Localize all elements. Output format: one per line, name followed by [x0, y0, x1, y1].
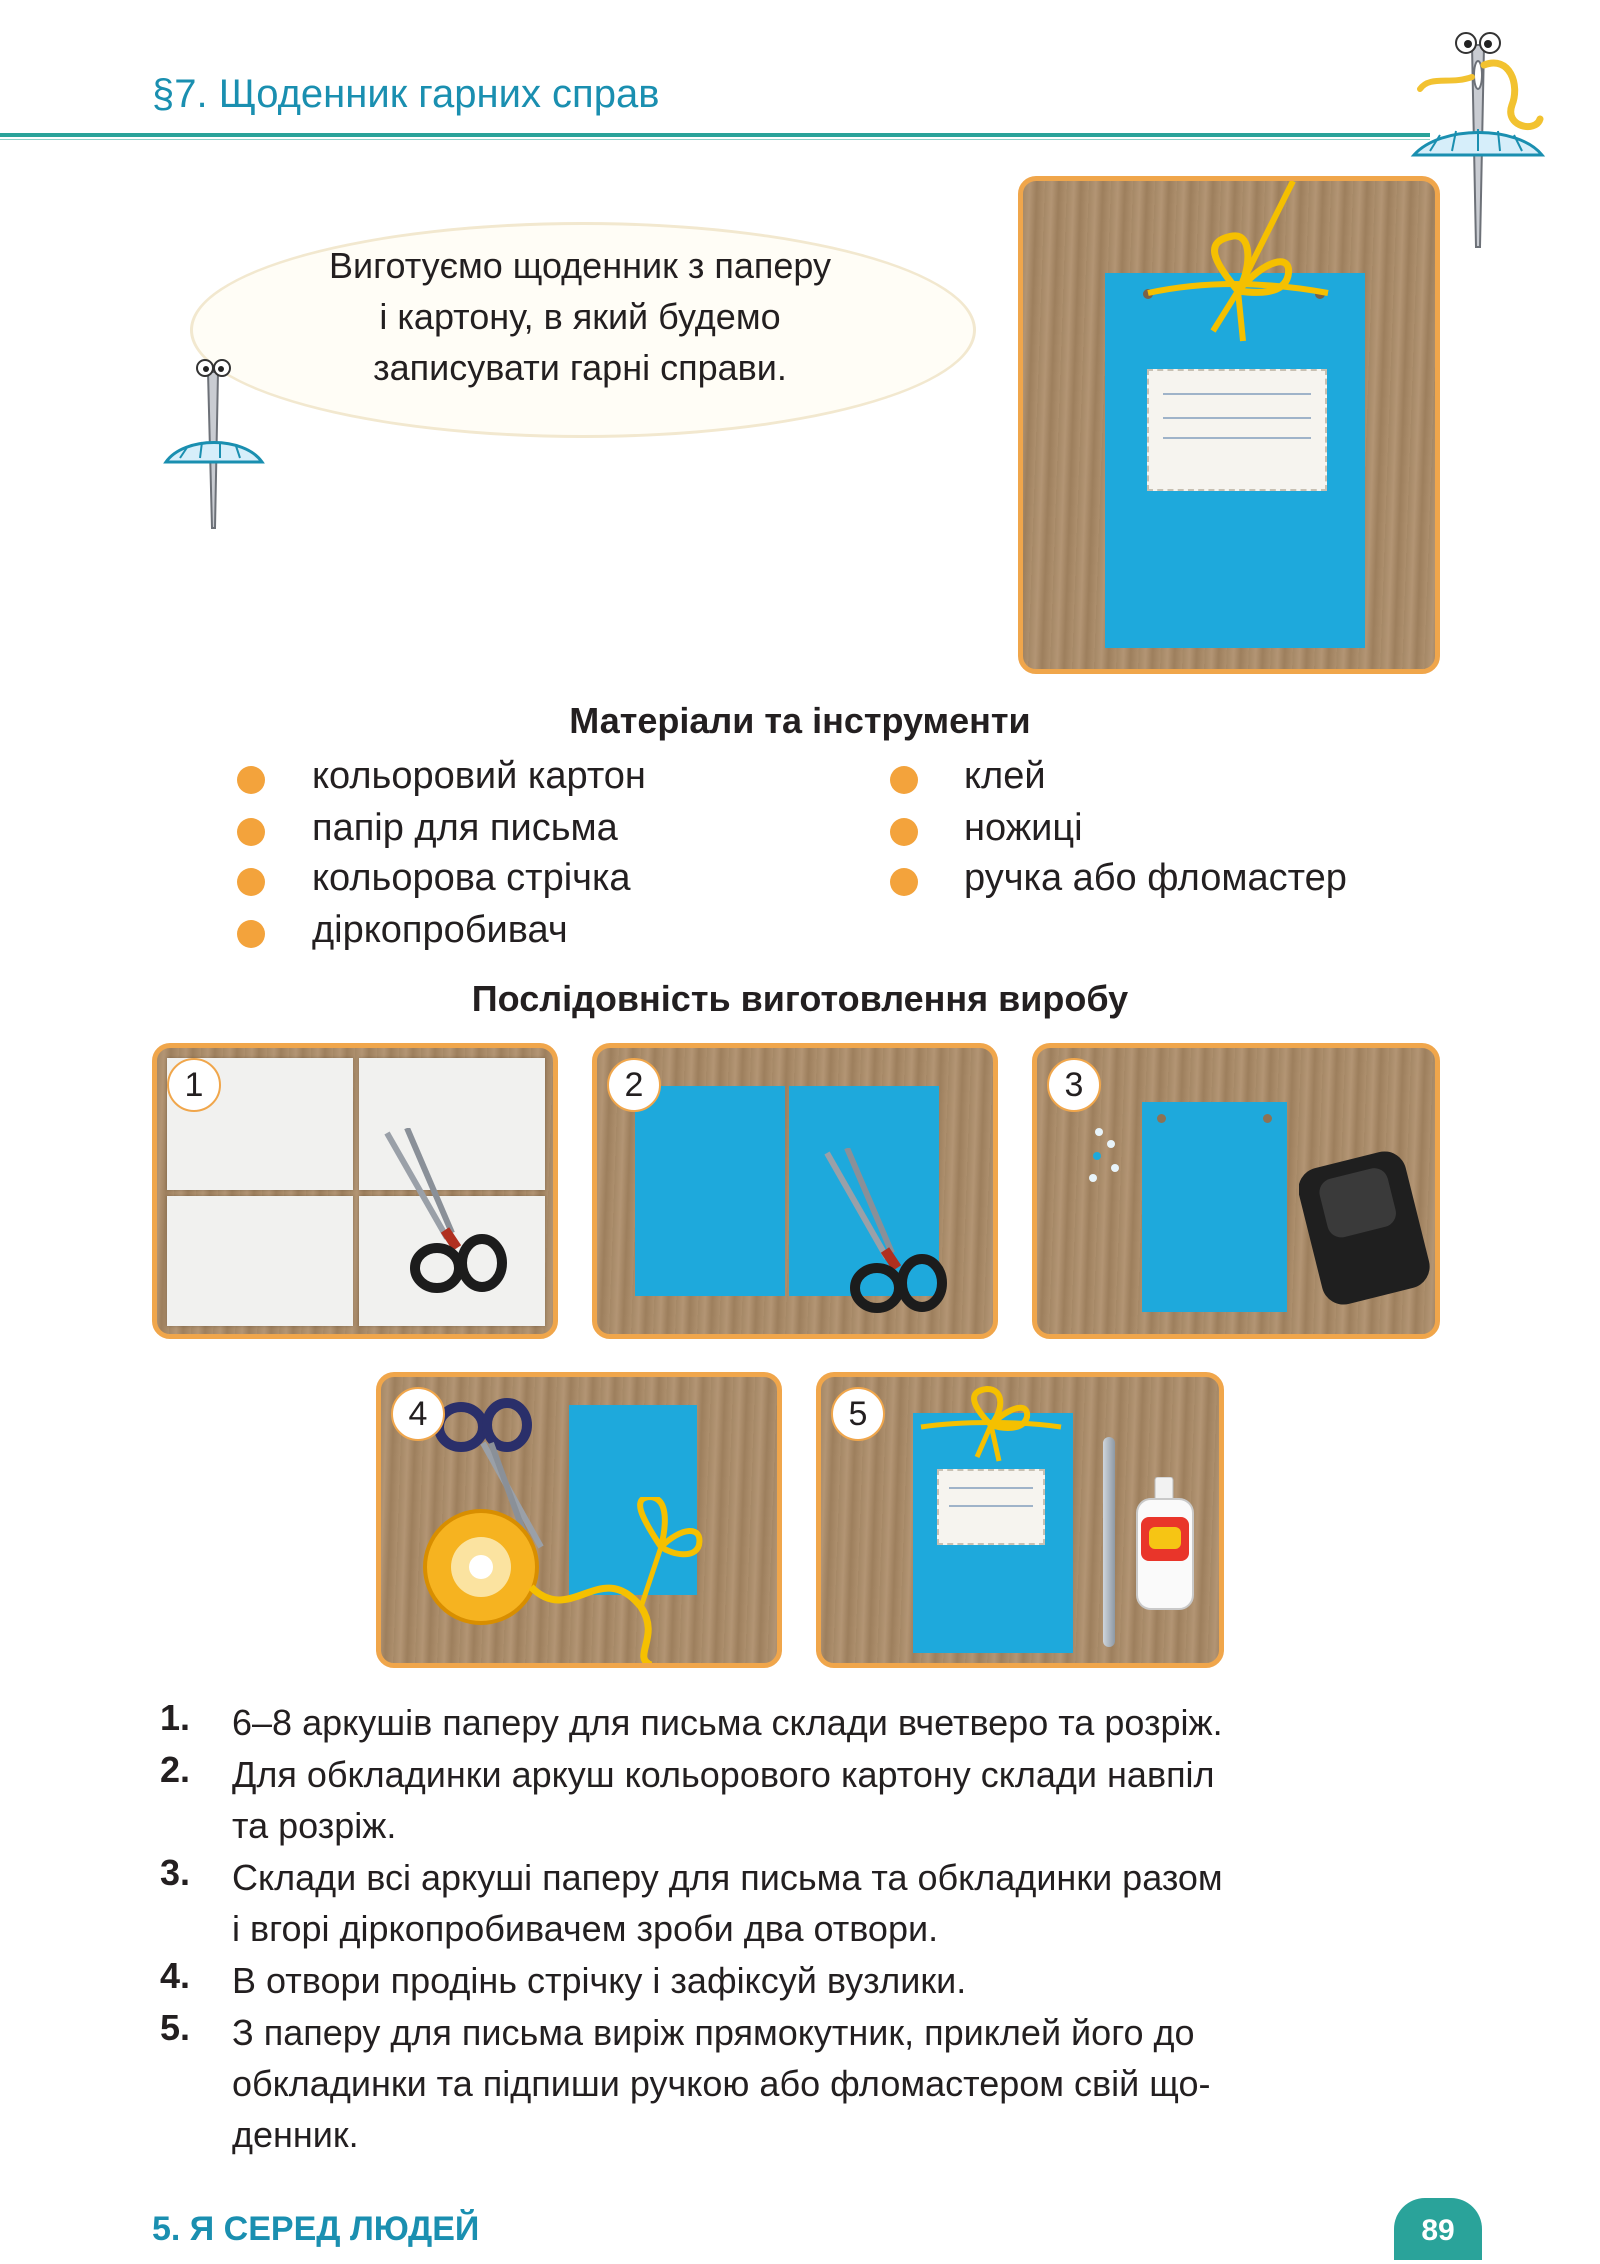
- bullet-icon: [890, 766, 918, 794]
- step-line: З паперу для письма виріж прямокутник, приклей його до: [232, 2012, 1195, 2053]
- diary-label: [1147, 369, 1327, 491]
- step-number-badge: 1: [167, 1058, 221, 1112]
- punch-hole: [1157, 1114, 1166, 1123]
- step-line: та розріж.: [232, 1805, 397, 1846]
- step-text: [232, 2007, 1442, 2160]
- step-line: Склади всі аркуші паперу для письма та обкладинки разом: [232, 1857, 1223, 1898]
- material-item: ручка або фломастер: [964, 857, 1347, 899]
- step-line: денник.: [232, 2114, 359, 2155]
- material-item: ножиці: [964, 807, 1083, 849]
- bullet-icon: [237, 920, 265, 948]
- glue-bottle-icon: [1127, 1477, 1207, 1617]
- page-title: §7. Щоденник гарних справ: [152, 72, 660, 116]
- ribbon-spool-icon: [411, 1497, 771, 1667]
- scissors-icon: [817, 1148, 947, 1328]
- step-line: обкладинки та підпиши ручкою або фломастером свій що-: [232, 2063, 1211, 2104]
- step-text: [232, 1955, 1442, 2006]
- step-photo-5: [816, 1372, 1224, 1668]
- step-photo-2: [592, 1043, 998, 1339]
- step-number: 4.: [159, 1955, 190, 1996]
- diary-label: [937, 1469, 1045, 1545]
- pen-icon: [1103, 1437, 1115, 1647]
- speech-line: Виготуємо щоденник з паперу: [329, 245, 831, 286]
- step-number-badge: 4: [391, 1387, 445, 1441]
- speech-bubble-text: [220, 240, 940, 393]
- small-needle-mascot-icon: [160, 352, 270, 532]
- step-photo-3: [1032, 1043, 1440, 1339]
- bullet-icon: [890, 868, 918, 896]
- step-number-badge: 3: [1047, 1058, 1101, 1112]
- ribbon-bow-icon: [1143, 181, 1333, 391]
- step-number: 1.: [159, 1697, 190, 1738]
- bullet-icon: [890, 818, 918, 846]
- material-item: кольоровий картон: [312, 755, 646, 797]
- punch-hole: [1263, 1114, 1272, 1123]
- materials-heading: Матеріали та інструменти: [569, 700, 1031, 741]
- bullet-icon: [237, 766, 265, 794]
- material-item: діркопробивач: [312, 909, 568, 951]
- step-number-badge: 2: [607, 1058, 661, 1112]
- bullet-icon: [237, 818, 265, 846]
- step-text: [232, 1697, 1442, 1748]
- step-line: і вгорі діркопробивачем зроби два отвори.: [232, 1908, 939, 1949]
- bullet-icon: [237, 868, 265, 896]
- material-item: клей: [964, 755, 1046, 797]
- header-divider-thin: [0, 139, 1430, 140]
- step-text: [232, 1749, 1442, 1851]
- material-item: кольорова стрічка: [312, 857, 631, 899]
- hole-punch-icon: [1299, 1138, 1439, 1308]
- ribbon-bow-icon: [911, 1377, 1071, 1467]
- step-photo-4: [376, 1372, 782, 1668]
- speech-line: записувати гарні справи.: [373, 347, 787, 388]
- section-footer: 5. Я СЕРЕД ЛЮДЕЙ: [152, 2210, 480, 2248]
- scissors-icon: [377, 1128, 507, 1308]
- step-line: Для обкладинки аркуш кольорового картону склади навпіл: [232, 1754, 1215, 1795]
- step-line: 6–8 аркушів паперу для письма склади вчетверо та розріж.: [232, 1702, 1223, 1743]
- header-divider: [0, 133, 1430, 137]
- step-number: 5.: [159, 2007, 190, 2048]
- step-photo-1: [152, 1043, 558, 1339]
- step-text: [232, 1852, 1442, 1954]
- step-number: 2.: [159, 1749, 190, 1790]
- sequence-heading: Послідовність виготовлення виробу: [471, 978, 1129, 1019]
- speech-line: і картону, в який будемо: [379, 296, 781, 337]
- step-number-badge: 5: [831, 1387, 885, 1441]
- finished-diary-photo: [1018, 176, 1440, 674]
- step-number: 3.: [159, 1852, 190, 1893]
- page-number: 89: [1394, 2198, 1482, 2260]
- step-line: В отвори продінь стрічку і зафіксуй вузлики.: [232, 1960, 967, 2001]
- material-item: папір для письма: [312, 807, 618, 849]
